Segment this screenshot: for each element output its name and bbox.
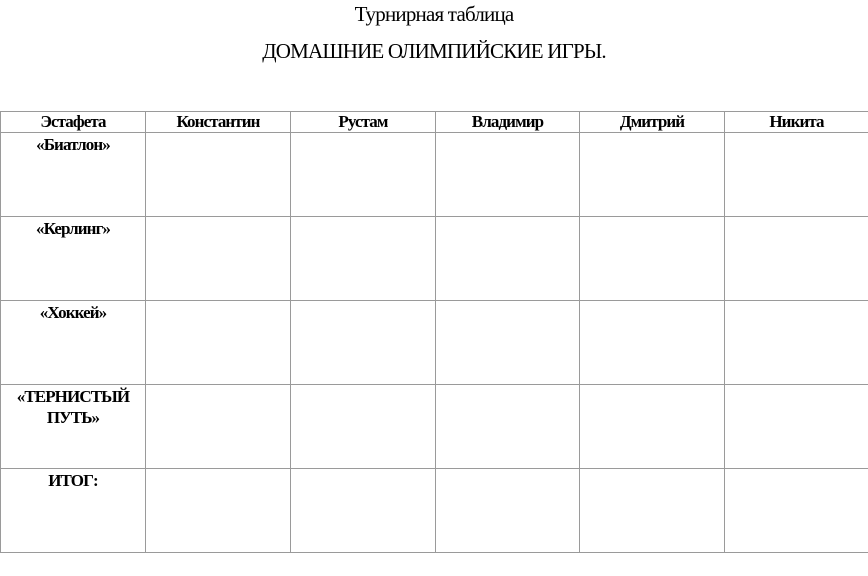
score-cell[interactable] xyxy=(725,385,868,469)
score-cell[interactable] xyxy=(291,385,436,469)
score-cell[interactable] xyxy=(580,469,725,553)
score-cell[interactable] xyxy=(436,385,580,469)
score-cell[interactable] xyxy=(146,133,291,217)
score-cell[interactable] xyxy=(580,217,725,301)
score-cell[interactable] xyxy=(146,217,291,301)
score-cell[interactable] xyxy=(146,385,291,469)
score-cell[interactable] xyxy=(725,301,868,385)
score-cell[interactable] xyxy=(291,301,436,385)
score-cell[interactable] xyxy=(291,217,436,301)
table-row-biathlon xyxy=(1,133,868,217)
table-row-thorny-path xyxy=(1,385,868,469)
score-cell[interactable] xyxy=(436,301,580,385)
event-cell-hockey: «Хоккей» xyxy=(1,301,146,385)
event-cell-curling: «Керлинг» xyxy=(1,217,146,301)
column-header-konstantin: Константин xyxy=(146,112,291,133)
score-cell[interactable] xyxy=(291,469,436,553)
page-title: Турнирная таблица xyxy=(354,2,514,26)
standings-table xyxy=(0,111,868,553)
column-header-dmitry: Дмитрий xyxy=(580,112,725,133)
score-cell[interactable] xyxy=(291,133,436,217)
score-cell[interactable] xyxy=(725,133,868,217)
column-header-nikita: Никита xyxy=(725,112,868,133)
table-row-total xyxy=(1,469,868,553)
page-subtitle: ДОМАШНИЕ ОЛИМПИЙСКИЕ ИГРЫ. xyxy=(262,39,606,63)
event-cell-total: ИТОГ: xyxy=(1,469,146,553)
table-row-curling xyxy=(1,217,868,301)
score-cell[interactable] xyxy=(436,133,580,217)
score-cell[interactable] xyxy=(146,469,291,553)
score-cell[interactable] xyxy=(146,301,291,385)
table-header-row xyxy=(1,112,868,133)
table-row-hockey xyxy=(1,301,868,385)
score-cell[interactable] xyxy=(580,385,725,469)
score-cell[interactable] xyxy=(436,469,580,553)
score-cell[interactable] xyxy=(725,217,868,301)
score-cell[interactable] xyxy=(436,217,580,301)
score-cell[interactable] xyxy=(580,301,725,385)
score-cell[interactable] xyxy=(580,133,725,217)
score-cell[interactable] xyxy=(725,469,868,553)
column-header-relay: Эстафета xyxy=(1,112,146,133)
column-header-vladimir: Владимир xyxy=(436,112,580,133)
event-cell-thorny-path: «ТЕРНИСТЫЙ ПУТЬ» xyxy=(1,385,146,469)
column-header-rustam: Рустам xyxy=(291,112,436,133)
event-cell-biathlon: «Биатлон» xyxy=(1,133,146,217)
